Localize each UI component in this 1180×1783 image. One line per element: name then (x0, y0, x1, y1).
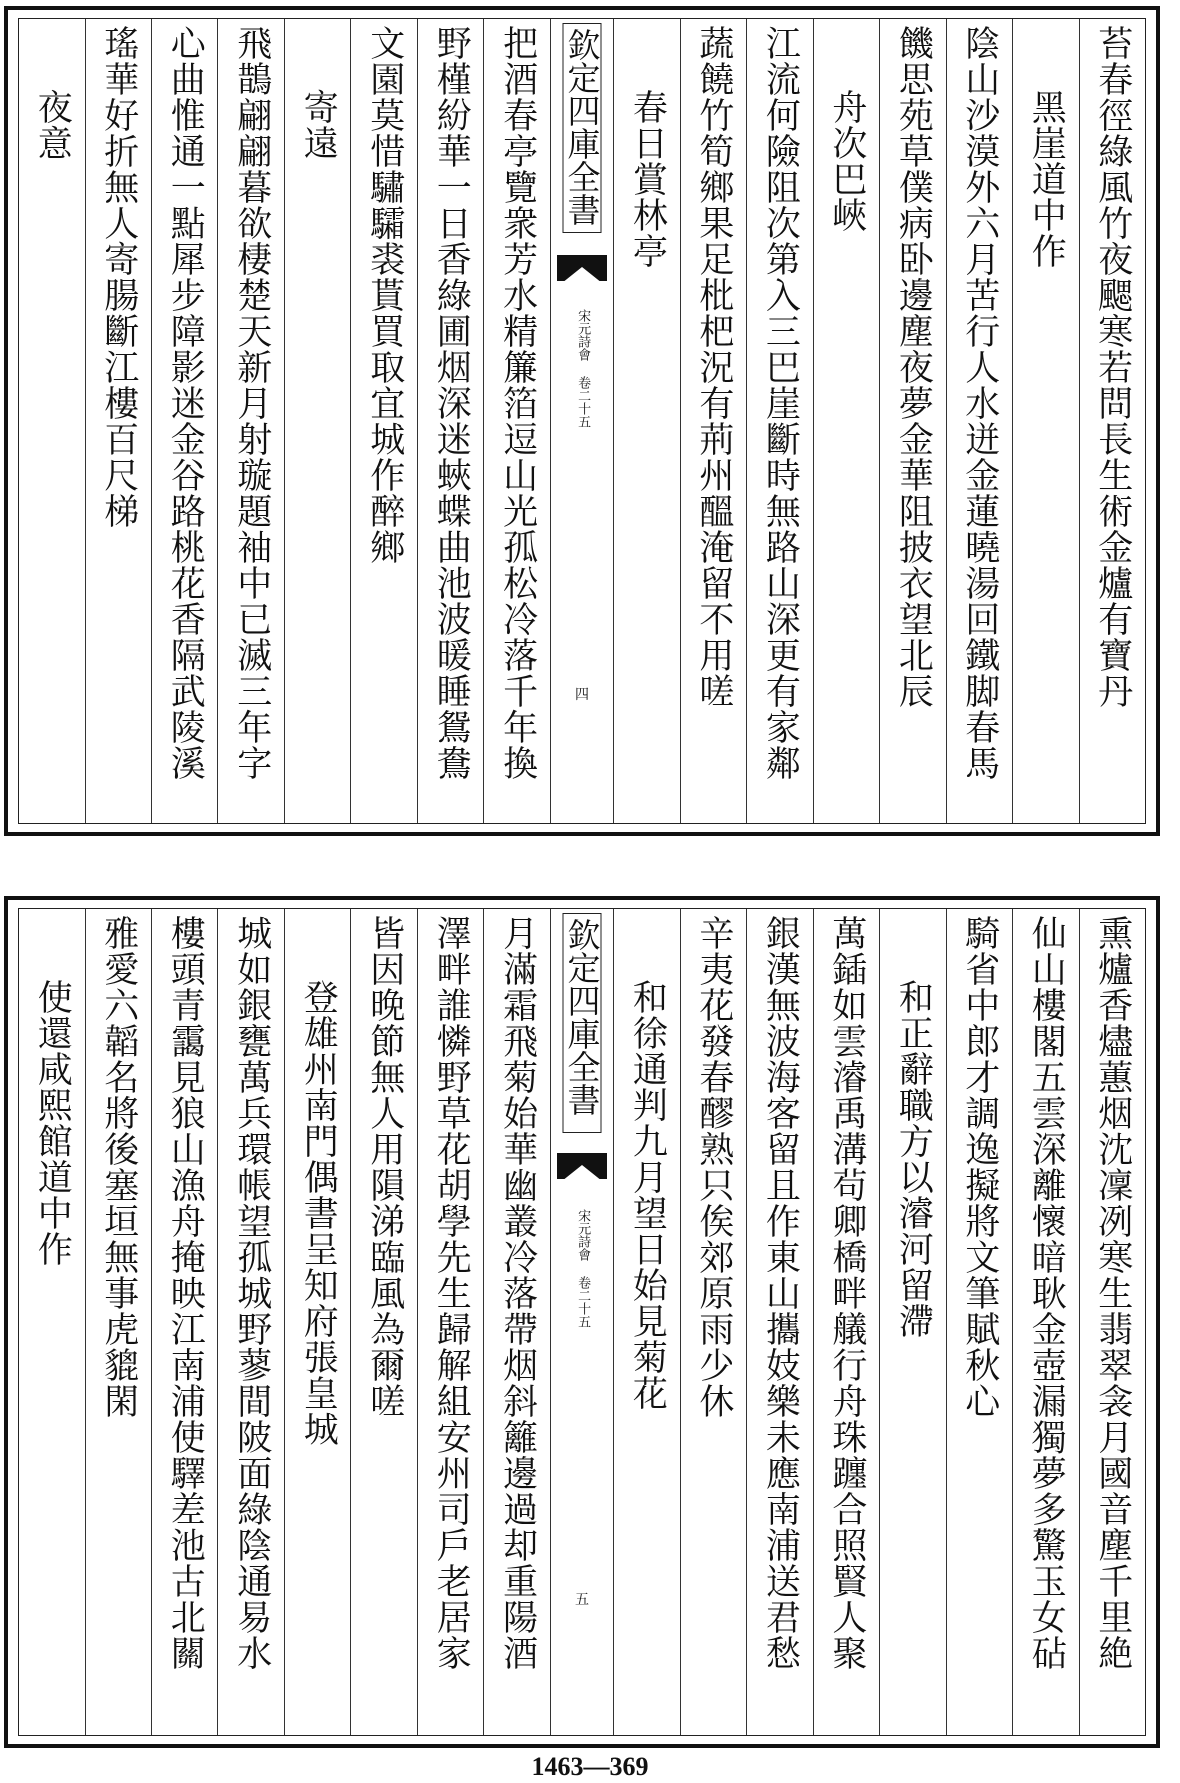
text-column: 陰山沙漠外六月苦行人水迸金蓮曉湯回鐵脚春馬 (946, 19, 1012, 823)
lower-page-columns (19, 909, 1145, 1735)
text-column: 熏爐香燼蕙烟沈凜冽寒生翡翠衾月國音塵千里絶 (1079, 909, 1145, 1735)
text-column: 萬鍤如雲濬禹溝茍卿橋畔艤行舟珠躔合照賢人聚 (813, 909, 879, 1735)
lower-page (4, 896, 1160, 1748)
page-number: 四 (575, 687, 590, 703)
poem-title: 夜意 (32, 89, 73, 161)
text-column: 把酒春亭覽衆芳水精簾箔逗山光孤松冷落千年換 (483, 19, 549, 823)
center-fold-column (550, 19, 613, 823)
fish-tail-mark (557, 255, 607, 281)
text-column: 蔬饒竹筍鄉果足枇杷況有荊州醞淹留不用嗟 (680, 19, 746, 823)
text-column: 月滿霜飛菊始華幽叢冷落帶烟斜籬邊過却重陽酒 (483, 909, 549, 1735)
text-column: 辛夷花發春醪熟只俟郊原雨少休 (680, 909, 746, 1735)
text-column: 雅愛六韜名將後塞垣無事虎貔閑 (85, 909, 151, 1735)
text-column: 苔春徑綠風竹夜颸寒若問長生術金爐有寶丹 (1079, 19, 1145, 823)
volume-label: 宋元詩會 卷二十五 (575, 1209, 591, 1328)
text-column: 澤畔誰憐野草花胡學先生歸解組安州司戶老居家 (417, 909, 483, 1735)
upper-page-frame (18, 18, 1146, 824)
poem-title: 黑崖道中作 (1012, 19, 1078, 823)
upper-page-columns (19, 19, 1145, 823)
poem-title: 登雄州南門偶書呈知府張皇城 (284, 909, 350, 1735)
text-column: 心曲惟通一點犀步障影迷金谷路桃花香隔武陵溪 (151, 19, 217, 823)
text-column: 騎省中郎才調逸擬將文筆賦秋心 (946, 909, 1012, 1735)
center-fold-column (550, 909, 613, 1735)
poem-title: 使還咸熙館道中作 (32, 979, 73, 1267)
text-column: 銀漢無波海客留且作東山攜妓樂未應南浦送君愁 (746, 909, 812, 1735)
text-column: 江流何險阻次第入三巴崖斷時無路山深更有家鄰 (746, 19, 812, 823)
upper-page (4, 6, 1160, 836)
page-footer-number: 1463—369 (531, 1752, 649, 1781)
text-column: 野槿紛華一日香綠圃烟深迷蛺蝶曲池波暖睡鴛鴦 (417, 19, 483, 823)
text-column: 城如銀甕萬兵環帳望孤城野蓼間陂面綠陰通易水 (217, 909, 283, 1735)
text-column: 皆因晚節無人用隕涕臨風為爾嗟 (350, 909, 416, 1735)
text-column: 瑤華好折無人寄腸斷江樓百尺梯 (85, 19, 151, 823)
library-title: 欽定四庫全書 (563, 23, 602, 233)
volume-label: 宋元詩會 卷二十五 (575, 309, 591, 428)
fish-tail-mark (557, 1153, 607, 1179)
library-title: 欽定四庫全書 (563, 913, 602, 1133)
text-column: 饑思苑草僕病卧邊塵夜夢金華阻披衣望北辰 (879, 19, 945, 823)
text-column: 樓頭青靄見狼山漁舟掩映江南浦使驛差池古北關 (151, 909, 217, 1735)
text-column: 飛鵲翩翩暮欲棲楚天新月射璇題袖中已滅三年字 (217, 19, 283, 823)
poem-title: 和正辭職方以濬河留滯 (879, 909, 945, 1735)
text-column: 文園莫惜驌驦裘貰買取宜城作醉鄉 (350, 19, 416, 823)
poem-title: 和徐通判九月望日始見菊花 (613, 909, 679, 1735)
poem-title: 寄遠 (284, 19, 350, 823)
text-column: 仙山樓閣五雲深離懷暗耿金壺漏獨夢多驚玉女砧 (1012, 909, 1078, 1735)
page-number: 五 (575, 1592, 590, 1608)
poem-title: 春日賞林亭 (613, 19, 679, 823)
lower-page-frame (18, 908, 1146, 1736)
poem-title: 舟次巴峽 (813, 19, 879, 823)
